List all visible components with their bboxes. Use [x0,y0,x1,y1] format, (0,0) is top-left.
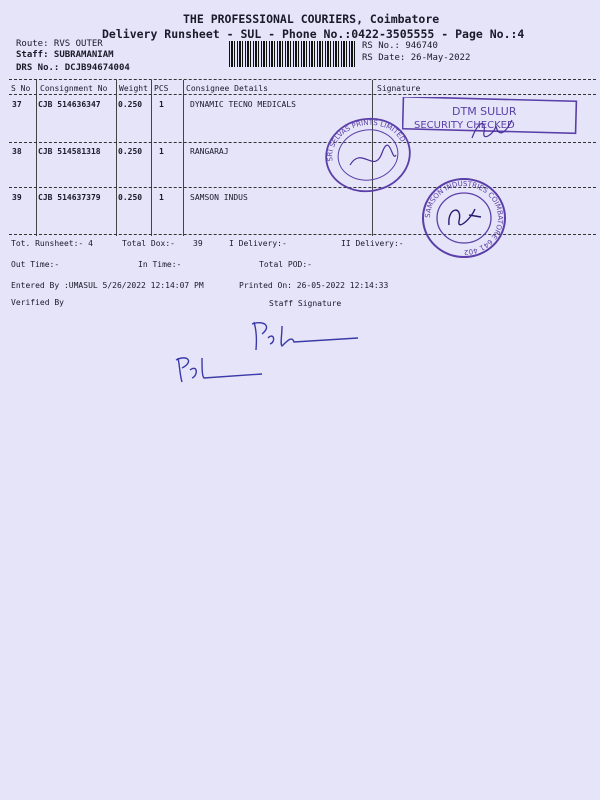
drs-number: DRS No.: DCJB94674004 [16,63,130,73]
row-sno: 37 [12,100,22,109]
row-weight: 0.250 [118,100,143,109]
row-sno: 39 [12,193,22,202]
i-delivery: I Delivery:- [229,239,287,248]
total-dox-label: Total Dox:- [122,239,175,248]
column-divider [183,80,184,236]
route-label: Route: RVS OUTER [16,39,103,49]
staff-signature [248,318,363,354]
column-divider [151,80,152,236]
staff-signature-label: Staff Signature [269,299,342,308]
runsheet-subtitle: Delivery Runsheet - SUL - Phone No.:0422-3505555 - Page No.:4 [102,27,525,41]
row-consignee: DYNAMIC TECNO MEDICALS [190,100,296,109]
column-divider [36,80,37,236]
company-seal-stamp [419,175,509,261]
stamp-line2: SECURITY CHECKED [414,120,515,131]
col-signature: Signature [377,84,421,93]
rs-date: RS Date: 26-May-2022 [362,53,471,63]
out-time: Out Time:- [11,260,60,269]
printed-on: Printed On: 26-05-2022 12:14:33 [239,281,389,290]
round-seal-stamp [322,115,414,195]
row-consignment: CJB 514581318 [38,147,101,156]
company-title: THE PROFESSIONAL COURIERS, Coimbatore [183,12,440,26]
col-consignment: Consignment No [40,84,108,93]
divider [9,94,596,95]
total-pod: Total POD:- [259,260,312,269]
row-consignee: RANGARAJ [190,147,229,156]
checker-signature [468,112,518,148]
col-consignee: Consignee Details [186,84,268,93]
barcode [229,41,357,67]
row-weight: 0.250 [118,193,143,202]
row-consignee: SAMSON INDUS [190,193,248,202]
seal-text: SAMSON INDUSTRIES COIMBATORE 641 402 [423,179,505,257]
total-dox-value: 39 [193,239,203,248]
row-weight: 0.250 [118,147,143,156]
row-pcs: 1 [159,193,164,202]
column-divider [116,80,117,236]
verified-by: Verified By [11,298,64,307]
divider [9,79,596,80]
col-pcs: PCS [154,84,169,93]
seal-text: SRI SELVAS PRINTS LIMITED [326,118,407,162]
entered-by: Entered By :UMASUL 5/26/2022 12:14:07 PM [11,281,204,290]
col-weight: Weight [119,84,148,93]
stamp-line1: DTM SULUR [452,105,517,118]
in-time: In Time:- [138,260,182,269]
verifier-signature [172,352,267,386]
row-sno: 38 [12,147,22,156]
rs-number: RS No.: 946740 [362,41,438,51]
row-pcs: 1 [159,147,164,156]
staff-label: Staff: SUBRAMANIAM [16,50,114,60]
col-sno: S No [11,84,31,93]
total-runsheet: Tot. Runsheet:- 4 [11,239,93,248]
row-pcs: 1 [159,100,164,109]
ii-delivery: II Delivery:- [341,239,404,248]
row-consignment: CJB 514636347 [38,100,101,109]
row-consignment: CJB 514637379 [38,193,101,202]
